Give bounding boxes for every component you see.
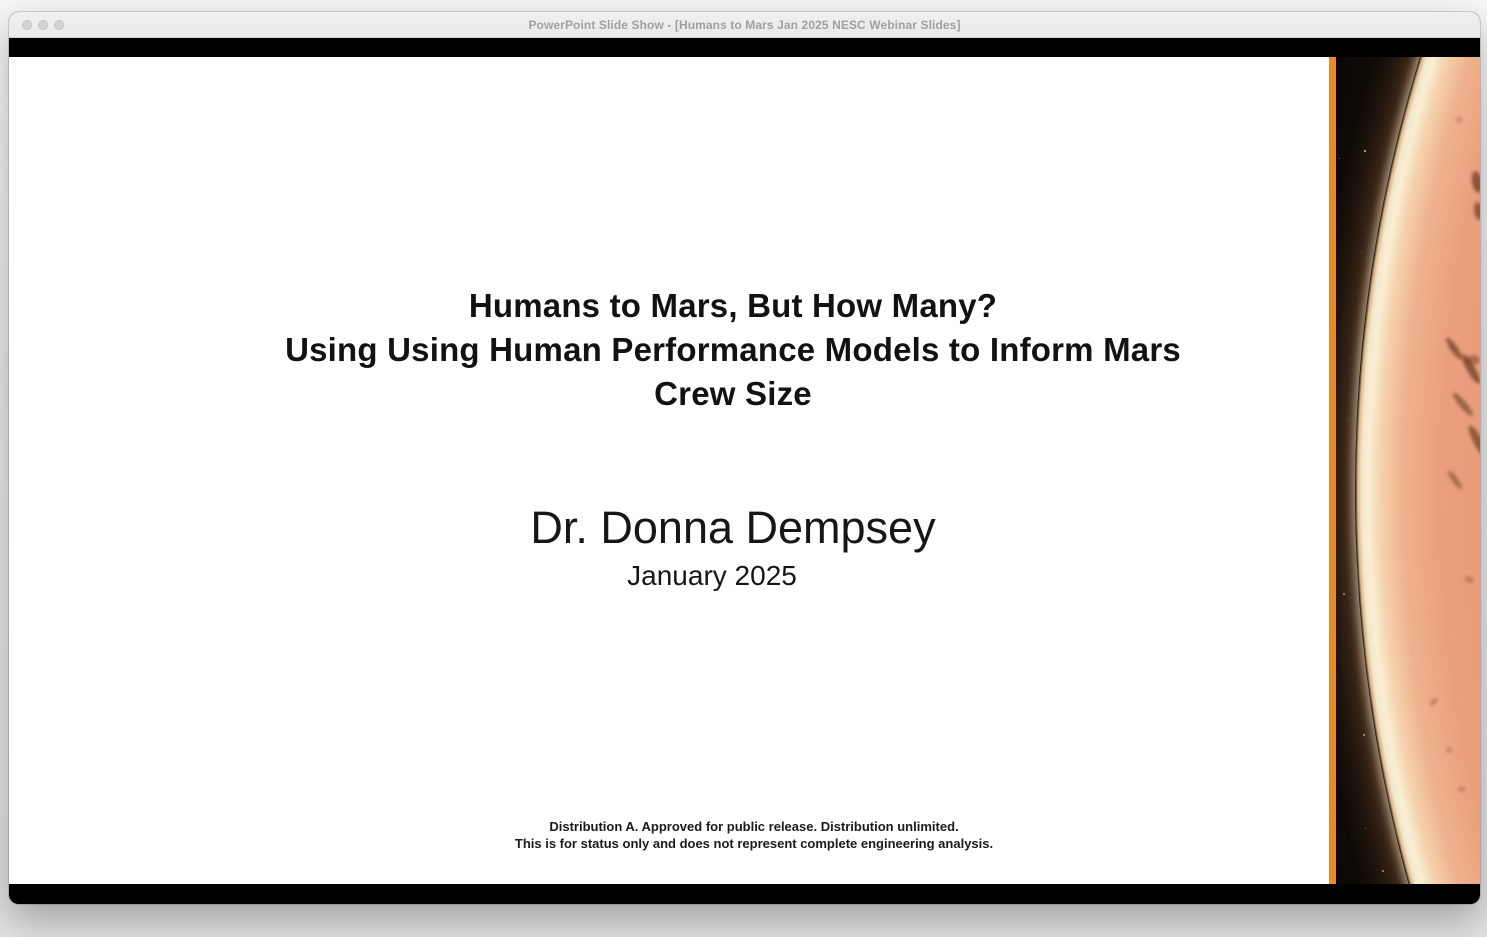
powerpoint-window bbox=[9, 12, 1480, 904]
star bbox=[1339, 158, 1340, 159]
star bbox=[1363, 734, 1365, 736]
distribution-line-1: Distribution A. Approved for public release. Distribution unlimited. bbox=[549, 819, 959, 834]
slide-accent-bar bbox=[1329, 57, 1336, 884]
mars-image bbox=[1336, 57, 1480, 884]
letterbox-top bbox=[9, 38, 1480, 57]
star bbox=[1347, 420, 1348, 421]
mars-surface-texture bbox=[1466, 355, 1480, 365]
slide-canvas[interactable] bbox=[9, 57, 1480, 884]
window-titlebar[interactable] bbox=[9, 12, 1480, 38]
distribution-line-2: This is for status only and does not represent complete engineering analysis. bbox=[514, 836, 994, 851]
presentation-date: January 2025 bbox=[627, 560, 797, 591]
mars-planet bbox=[1355, 57, 1480, 884]
author-name: Dr. Donna Dempsey bbox=[530, 502, 936, 553]
mars-surface-texture bbox=[1458, 787, 1466, 792]
slide-title-line-2: Using Using Human Performance Models to Inform Mars bbox=[285, 331, 1181, 368]
distribution-statement bbox=[158, 818, 1350, 852]
star bbox=[1361, 252, 1362, 253]
letterbox-bottom bbox=[9, 884, 1480, 904]
star bbox=[1382, 870, 1384, 872]
star bbox=[1364, 150, 1366, 152]
slide-title bbox=[137, 284, 1329, 416]
star bbox=[1350, 357, 1351, 358]
star bbox=[1343, 593, 1345, 595]
slide-title-line-3: Crew Size bbox=[654, 375, 812, 412]
author-block bbox=[137, 502, 1329, 594]
slide-title-line-1: Humans to Mars, But How Many? bbox=[468, 287, 998, 324]
window-title: PowerPoint Slide Show - [Humans to Mars Jan 2025 NESC Webinar Slides] bbox=[528, 17, 961, 32]
mars-surface-texture bbox=[1446, 747, 1452, 753]
mars-surface-texture bbox=[1456, 117, 1462, 123]
star bbox=[1365, 828, 1366, 829]
